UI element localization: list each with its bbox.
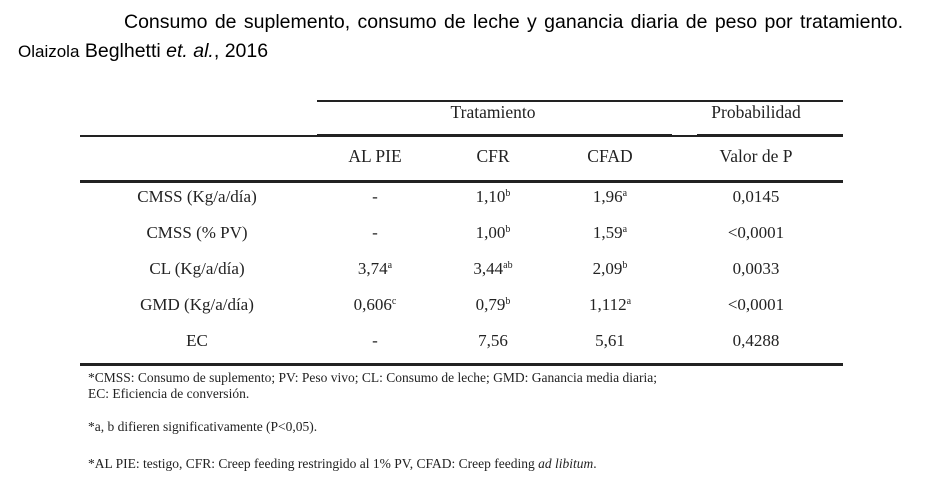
caption-year: , 2016 bbox=[213, 40, 269, 62]
row-label: EC bbox=[186, 331, 208, 350]
column-header-p-value: Valor de P bbox=[719, 146, 793, 166]
cell-cfad: 1,59$^a$ bbox=[592, 223, 628, 242]
treatments-note: *AL PIE: testigo, CFR: Creep feeding restringido al 1% PV, CFAD: Creep feeding ad libitum. bbox=[88, 456, 597, 471]
cell-cfad: 2,09$^b$ bbox=[592, 259, 628, 278]
caption-author-last: Beglhetti bbox=[84, 40, 161, 62]
cell-p-value: 0,4288 bbox=[732, 331, 780, 350]
group-header-treatment: Tratamiento bbox=[450, 102, 536, 122]
caption-et-al: et. al. bbox=[166, 40, 214, 62]
body-bottom-rule bbox=[80, 363, 843, 366]
cell-cfr: 1,00$^b$ bbox=[475, 223, 511, 242]
row-label: GMD (Kg/a/día) bbox=[140, 295, 254, 314]
cell-cfr: 0,79$^b$ bbox=[475, 295, 511, 314]
table-caption bbox=[18, 8, 903, 66]
cell-cfad: 1,112$^a$ bbox=[588, 295, 632, 314]
row-label: CL (Kg/a/día) bbox=[149, 259, 245, 278]
group-header-probability: Probabilidad bbox=[711, 102, 801, 122]
cell-cfr: 1,10$^b$ bbox=[475, 187, 511, 206]
cell-al-pie: - bbox=[372, 223, 378, 242]
cell-p-value: <0,0001 bbox=[727, 295, 785, 314]
cell-p-value: 0,0145 bbox=[732, 187, 780, 206]
cell-al-pie: - bbox=[372, 187, 378, 206]
caption-title: Consumo de suplemento, consumo de leche y ganancia diaria de peso por tratamiento. bbox=[124, 11, 903, 33]
row-label: CMSS (% PV) bbox=[146, 223, 248, 242]
cell-cfad: 1,96$^a$ bbox=[592, 187, 628, 206]
column-header-cfr: CFR bbox=[476, 146, 510, 166]
cell-p-value: 0,0033 bbox=[732, 259, 780, 278]
cell-cfr: 7,56 bbox=[478, 331, 508, 350]
cell-al-pie: - bbox=[372, 331, 378, 350]
cell-cfr: 3,44$^{ab}$ bbox=[473, 259, 513, 278]
cell-al-pie: 0,606$^c$ bbox=[353, 295, 397, 314]
cell-cfad: 5,61 bbox=[595, 331, 625, 350]
significance-note: *a, b difieren significativamente (P<0,05). bbox=[88, 419, 318, 434]
body-top-rule bbox=[80, 180, 843, 183]
column-header-al-pie: AL PIE bbox=[348, 146, 402, 166]
row-label: CMSS (Kg/a/día) bbox=[137, 187, 257, 206]
abbreviations-note: *CMSS: Consumo de suplemento; PV: Peso vivo; CL: Consumo de leche; GMD: Ganancia media diaria; EC: Eficiencia de conversión. bbox=[88, 370, 657, 401]
cell-p-value: <0,0001 bbox=[727, 223, 785, 242]
caption-author-first: Olaizola bbox=[18, 42, 80, 61]
cell-al-pie: 3,74$^a$ bbox=[357, 259, 393, 278]
column-header-cfad: CFAD bbox=[587, 146, 633, 166]
header-divider-rule bbox=[80, 135, 843, 137]
